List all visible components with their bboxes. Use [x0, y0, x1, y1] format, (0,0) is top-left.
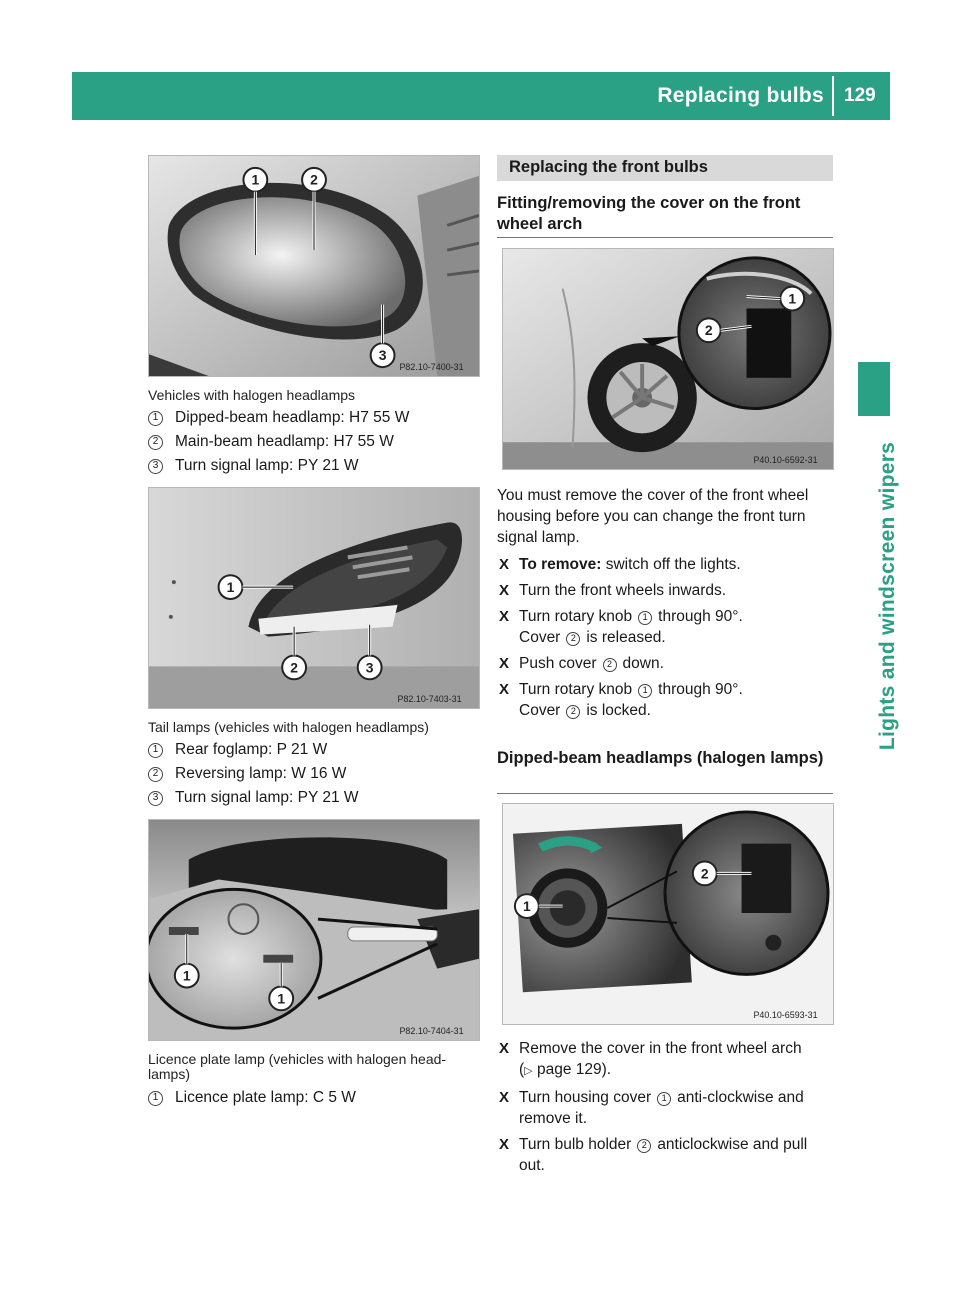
legend-text: Reversing lamp: W 16 W — [175, 765, 347, 782]
svg-text:1: 1 — [182, 967, 191, 984]
step-marker-icon: X — [499, 1136, 510, 1153]
page-reference-link[interactable]: page 129). — [536, 1061, 612, 1078]
step-text: anticlockwise and pull out. — [519, 1136, 808, 1174]
step-text: through 90°. — [658, 608, 743, 625]
number-1-icon: 1 — [638, 684, 652, 698]
step-text: Turn rotary knob — [519, 608, 633, 625]
svg-text:1: 1 — [277, 990, 286, 1007]
step-text: Turn rotary knob — [519, 681, 633, 698]
chapter-side-text: Lights and windscreen wipers — [876, 441, 899, 751]
step-text: Turn bulb holder — [519, 1136, 632, 1153]
licence-plate-photo — [148, 819, 480, 1041]
step-marker-icon: X — [499, 681, 510, 698]
step-text: Cover — [519, 629, 561, 646]
step-item — [497, 653, 837, 674]
figure-caption: Vehicles with halogen headlamps — [148, 387, 356, 403]
legend-text: Turn signal lamp: PY 21 W — [175, 457, 359, 474]
legend-item — [148, 406, 478, 430]
subheading-rule — [497, 237, 833, 238]
svg-text:P82.10-7404-31: P82.10-7404-31 — [399, 1026, 464, 1037]
number-1-icon: 1 — [148, 1091, 163, 1106]
headlamp-photo — [148, 155, 480, 377]
intro-paragraph: You must remove the cover of the front wheel housing before you can change the front turn signal lamp. — [497, 487, 809, 546]
legend-item — [148, 738, 478, 762]
step-item — [497, 554, 837, 575]
number-3-icon: 3 — [148, 459, 163, 474]
headlamp-legend — [148, 406, 478, 478]
step-text: anti-clockwise and remove it. — [519, 1089, 804, 1127]
tail-lamp-legend — [148, 738, 478, 810]
tail-lamp-photo — [148, 487, 480, 709]
step-text: switch off the lights. — [601, 556, 741, 573]
svg-text:1: 1 — [522, 898, 531, 915]
subheading-dipped-beam: Dipped-beam headlamps (halogen lamps) — [497, 749, 824, 767]
svg-text:P40.10-6593-31: P40.10-6593-31 — [753, 1010, 818, 1021]
svg-text:1: 1 — [788, 290, 797, 307]
section-title-bar — [497, 155, 833, 181]
step-marker-icon: X — [499, 556, 510, 573]
number-1-icon: 1 — [657, 1092, 671, 1106]
step-item — [497, 1134, 837, 1176]
wheel-arch-photo — [502, 248, 834, 470]
svg-text:P40.10-6592-31: P40.10-6592-31 — [753, 455, 818, 466]
svg-text:2: 2 — [310, 171, 318, 188]
step-text: Turn housing cover — [519, 1089, 652, 1106]
step-text: down. — [622, 655, 664, 672]
header-divider — [832, 76, 834, 116]
legend-item — [148, 762, 478, 786]
page-ref-arrow-icon: ▷ — [524, 1065, 533, 1077]
legend-item — [148, 786, 478, 810]
svg-text:2: 2 — [700, 865, 709, 882]
figure-caption: Tail lamps (vehicles with halogen headlamps) — [148, 719, 429, 735]
number-2-icon: 2 — [148, 435, 163, 450]
legend-text: Dipped-beam headlamp: H7 55 W — [175, 409, 410, 426]
step-marker-icon: X — [499, 582, 510, 599]
number-2-icon: 2 — [566, 705, 580, 719]
svg-text:3: 3 — [365, 659, 374, 676]
legend-item — [148, 1086, 478, 1110]
svg-text:P82.10-7403-31: P82.10-7403-31 — [397, 694, 462, 705]
step-text: Turn the front wheels inwards. — [519, 582, 727, 599]
svg-text:2: 2 — [704, 322, 713, 339]
svg-text:P82.10-7400-31: P82.10-7400-31 — [399, 362, 464, 373]
wheel-arch-steps — [497, 554, 837, 726]
section-title: Replacing the front bulbs — [509, 158, 708, 176]
legend-text: Main-beam headlamp: H7 55 W — [175, 433, 394, 450]
step-item — [497, 606, 837, 648]
headlamp-rear-photo — [502, 803, 834, 1025]
svg-text:1: 1 — [251, 171, 260, 188]
legend-text: Rear foglamp: P 21 W — [175, 741, 328, 758]
legend-item — [148, 454, 478, 478]
svg-text:3: 3 — [378, 347, 387, 364]
header-title: Replacing bulbs — [657, 84, 824, 107]
chapter-tab-marker — [858, 362, 890, 416]
licence-plate-legend — [148, 1086, 478, 1110]
dipped-beam-steps — [497, 1038, 837, 1181]
caption-line: lamps) — [148, 1066, 191, 1082]
caption-line: Licence plate lamp (vehicles with halogen head- — [148, 1051, 447, 1067]
number-1-icon: 1 — [148, 411, 163, 426]
legend-item — [148, 430, 478, 454]
number-2-icon: 2 — [637, 1139, 651, 1153]
step-text: Cover — [519, 702, 561, 719]
step-text: is released. — [586, 629, 666, 646]
number-1-icon: 1 — [638, 611, 652, 625]
step-text: through 90°. — [658, 681, 743, 698]
step-bold-label: To remove: — [519, 556, 602, 573]
step-text: Remove the cover in the front wheel arch — [519, 1040, 802, 1057]
step-marker-icon: X — [499, 1040, 510, 1057]
step-marker-icon: X — [499, 655, 510, 672]
legend-text: Licence plate lamp: C 5 W — [175, 1089, 356, 1106]
step-marker-icon: X — [499, 1089, 510, 1106]
subheading-wheel-arch: Fitting/removing the cover on the front wheel arch — [497, 194, 801, 233]
page-number: 129 — [844, 85, 876, 106]
legend-text: Turn signal lamp: PY 21 W — [175, 789, 359, 806]
step-item: X Remove the cover in the front wheel arch (▷ page 129). — [499, 1040, 802, 1078]
step-item — [497, 1087, 837, 1129]
step-item — [497, 580, 837, 601]
figure-caption — [148, 1052, 478, 1082]
svg-text:1: 1 — [226, 579, 235, 596]
step-text: Push cover — [519, 655, 597, 672]
number-2-icon: 2 — [148, 767, 163, 782]
subheading-rule — [497, 793, 833, 794]
number-1-icon: 1 — [148, 743, 163, 758]
step-marker-icon: X — [499, 608, 510, 625]
svg-text:2: 2 — [290, 659, 298, 676]
number-3-icon: 3 — [148, 791, 163, 806]
number-2-icon: 2 — [566, 632, 580, 646]
step-text: is locked. — [586, 702, 651, 719]
number-2-icon: 2 — [603, 658, 617, 672]
step-item — [497, 679, 837, 721]
